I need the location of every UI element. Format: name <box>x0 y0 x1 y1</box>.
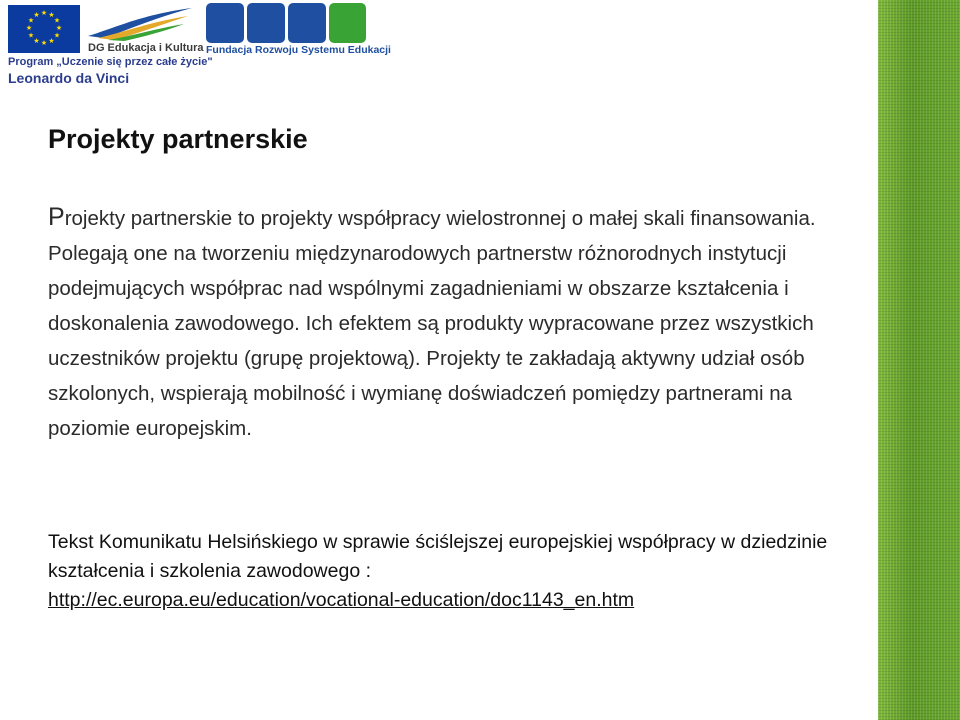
svg-text:★: ★ <box>48 11 55 19</box>
svg-text:★: ★ <box>40 39 48 47</box>
eu-flag-logo <box>8 5 80 53</box>
paragraph-drop-cap: P <box>48 203 65 231</box>
svg-text:★: ★ <box>53 16 61 25</box>
paragraph-text: rojekty partnerskie to projekty współpracy wielostronnej o małej skali finansowania. Polegają one na tworzeniu międzynarodowych partnerstw różnorodnych instytucji podejmujących współprac nad wspólnymi zagadnieniami w obszarze kształcenia i doskonalenia zawodowego. Ich efektem są produkty wypracowane przez wszystkich uczestników projektu (grupę projektową). Projekty te zakładają aktywny udział osób szkolonych, wspierają mobilność i wymianę doświadczeń pomiędzy partnerami na poziomie europejskim. <box>48 207 816 440</box>
lifelong-learning-swoosh-icon <box>84 4 196 42</box>
frse-logo <box>206 3 366 45</box>
main-paragraph <box>48 200 863 446</box>
svg-text:★: ★ <box>33 11 40 19</box>
decorative-side-bar <box>878 0 960 720</box>
svg-text:★: ★ <box>48 37 55 45</box>
source-note <box>48 528 848 615</box>
source-text: Tekst Komunikatu Helsińskiego w sprawie ściślejszej europejskiej współpracy w dziedzinie kształcenia i szkolenia zawodowego : <box>48 531 828 582</box>
svg-text:★: ★ <box>33 37 40 45</box>
svg-text:★: ★ <box>53 31 61 40</box>
source-link[interactable]: http://ec.europa.eu/education/vocational-education/doc1143_en.htm <box>48 589 635 611</box>
svg-text:★: ★ <box>55 24 63 32</box>
leonardo-da-vinci-label: Leonardo da Vinci <box>8 70 130 86</box>
svg-text:★: ★ <box>25 24 33 32</box>
frse-subtitle: Fundacja Rozwoju Systemu Edukacji <box>206 44 391 56</box>
program-label: Program „Uczenie się przez całe życie" <box>8 56 213 68</box>
dg-education-label: DG Edukacja i Kultura <box>88 42 204 54</box>
eu-stars-icon <box>8 5 80 53</box>
page-title: Projekty partnerskie <box>48 124 308 154</box>
svg-text:★: ★ <box>40 9 48 17</box>
svg-text:★: ★ <box>27 16 35 25</box>
svg-text:★: ★ <box>27 31 35 40</box>
